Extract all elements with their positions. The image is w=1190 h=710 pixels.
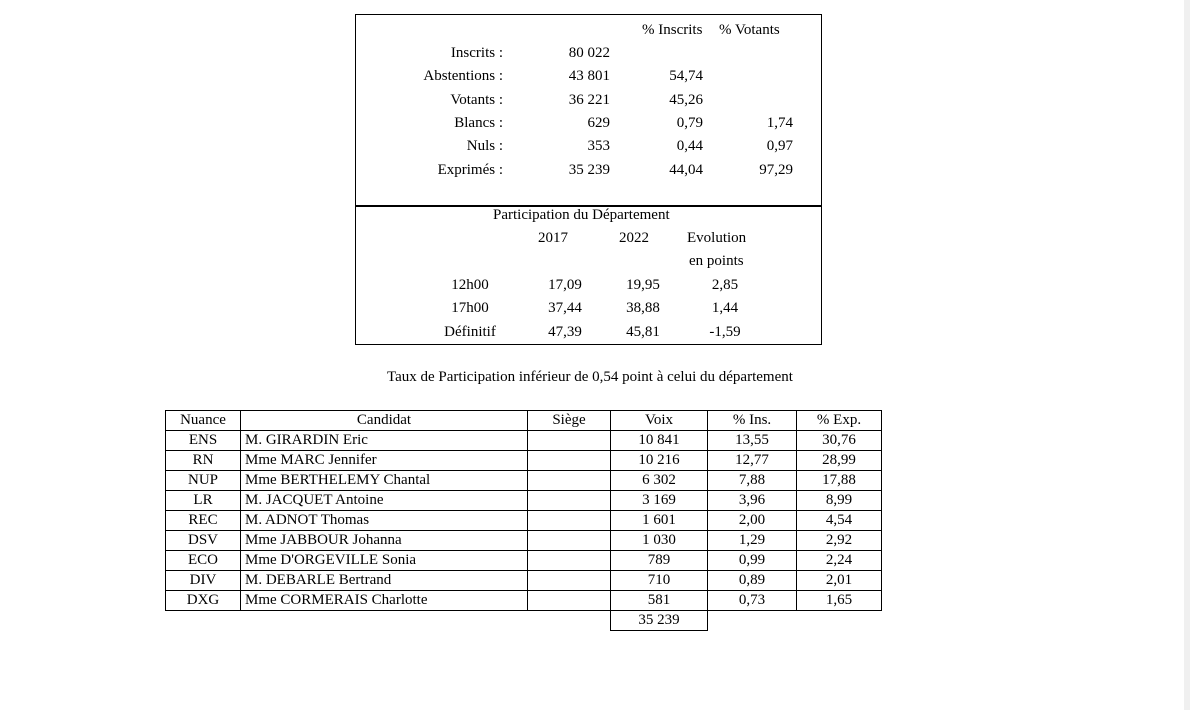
year-2017: 2017 xyxy=(538,230,568,246)
cell-voix: 581 xyxy=(611,591,708,611)
cell-siege xyxy=(528,551,611,571)
candidate-row xyxy=(166,511,882,531)
participation-time: 17h00 xyxy=(451,300,489,317)
cell-pct-ins: 7,88 xyxy=(708,471,797,491)
summary-value: 629 xyxy=(587,114,610,131)
cell-pct-exp: 28,99 xyxy=(797,451,882,471)
header-ins: % Ins. xyxy=(708,411,797,431)
header-nuance: Nuance xyxy=(166,411,241,431)
cell-pct-exp: 2,01 xyxy=(797,571,882,591)
cell-candidat: M. ADNOT Thomas xyxy=(241,511,528,531)
cell-voix: 3 169 xyxy=(611,491,708,511)
candidates-header-row xyxy=(166,411,882,431)
header-pct-inscrits: % Inscrits xyxy=(642,22,703,38)
candidate-row xyxy=(166,551,882,571)
cell-pct-ins: 2,00 xyxy=(708,511,797,531)
candidate-row xyxy=(166,431,882,451)
header-pct-votants: % Votants xyxy=(719,22,780,38)
summary-pct-inscrits: 0,44 xyxy=(676,138,703,155)
cell-siege xyxy=(528,451,611,471)
summary-label: Blancs : xyxy=(454,114,503,131)
cell-pct-exp: 30,76 xyxy=(797,431,882,451)
evolution-label: Evolution xyxy=(687,230,747,246)
cell-candidat: Mme D'ORGEVILLE Sonia xyxy=(241,551,528,571)
cell-pct-ins: 0,99 xyxy=(708,551,797,571)
candidate-row xyxy=(166,591,882,611)
cell-pct-ins: 1,29 xyxy=(708,531,797,551)
cell-pct-exp: 1,65 xyxy=(797,591,882,611)
evolution-label-2: en points xyxy=(689,253,744,269)
cell-candidat: Mme CORMERAIS Charlotte xyxy=(241,591,528,611)
participation-2022: 19,95 xyxy=(626,277,660,293)
cell-siege xyxy=(528,511,611,531)
cell-nuance: DIV xyxy=(166,571,241,591)
cell-nuance: NUP xyxy=(166,471,241,491)
candidate-row xyxy=(166,531,882,551)
summary-label: Votants : xyxy=(450,91,503,108)
participation-2017: 17,09 xyxy=(548,277,582,293)
cell-nuance: RN xyxy=(166,451,241,471)
cell-candidat: Mme MARC Jennifer xyxy=(241,451,528,471)
participation-evolution: 1,44 xyxy=(711,300,739,317)
cell-candidat: Mme BERTHELEMY Chantal xyxy=(241,471,528,491)
scrollbar[interactable] xyxy=(1184,0,1190,710)
header-candidat: Candidat xyxy=(241,411,528,431)
cell-nuance: DXG xyxy=(166,591,241,611)
participation-2017: 47,39 xyxy=(548,323,582,340)
summary-pct-inscrits: 0,79 xyxy=(676,114,703,131)
participation-time: Définitif xyxy=(444,323,496,340)
cell-nuance: REC xyxy=(166,511,241,531)
summary-value: 43 801 xyxy=(568,68,610,85)
cell-nuance: DSV xyxy=(166,531,241,551)
cell-candidat: Mme JABBOUR Johanna xyxy=(241,531,528,551)
cell-pct-ins: 0,73 xyxy=(708,591,797,611)
year-2022: 2022 xyxy=(619,230,649,246)
cell-nuance: ECO xyxy=(166,551,241,571)
participation-2017: 37,44 xyxy=(548,300,582,317)
summary-value: 36 221 xyxy=(568,91,610,108)
candidate-row xyxy=(166,491,882,511)
summary-pct-inscrits: 44,04 xyxy=(669,161,703,178)
cell-nuance: LR xyxy=(166,491,241,511)
summary-label: Exprimés : xyxy=(437,161,503,178)
summary-pct-votants: 0,97 xyxy=(766,138,793,155)
cell-voix: 10 216 xyxy=(611,451,708,471)
cell-pct-ins: 0,89 xyxy=(708,571,797,591)
cell-nuance: ENS xyxy=(166,431,241,451)
summary-label: Nuls : xyxy=(466,138,503,155)
header-siege: Siège xyxy=(528,411,611,431)
summary-pct-votants: 1,74 xyxy=(766,114,793,131)
cell-pct-ins: 12,77 xyxy=(708,451,797,471)
participation-2022: 45,81 xyxy=(626,323,660,340)
candidate-row xyxy=(166,451,882,471)
participation-evolution: 2,85 xyxy=(711,277,739,293)
summary-label: Abstentions : xyxy=(423,68,503,85)
cell-siege xyxy=(528,431,611,451)
summary-pct-inscrits: 54,74 xyxy=(669,68,703,85)
header-voix: Voix xyxy=(611,411,708,431)
summary-value: 353 xyxy=(587,138,610,155)
cell-siege xyxy=(528,591,611,611)
summary-pct-votants: 97,29 xyxy=(759,161,793,178)
cell-pct-exp: 8,99 xyxy=(797,491,882,511)
cell-pct-ins: 13,55 xyxy=(708,431,797,451)
cell-siege xyxy=(528,571,611,591)
cell-candidat: M. DEBARLE Bertrand xyxy=(241,571,528,591)
summary-pct-inscrits: 45,26 xyxy=(669,91,703,108)
cell-siege xyxy=(528,471,611,491)
cell-voix: 1 030 xyxy=(611,531,708,551)
cell-pct-exp: 2,92 xyxy=(797,531,882,551)
cell-voix: 1 601 xyxy=(611,511,708,531)
candidates-table xyxy=(165,410,882,631)
cell-pct-exp: 4,54 xyxy=(797,511,882,531)
participation-title: Participation du Département xyxy=(493,207,670,223)
cell-pct-exp: 2,24 xyxy=(797,551,882,571)
cell-voix: 710 xyxy=(611,571,708,591)
summary-label: Inscrits : xyxy=(450,45,503,61)
summary-value: 35 239 xyxy=(568,161,610,178)
cell-voix: 789 xyxy=(611,551,708,571)
cell-siege xyxy=(528,491,611,511)
cell-candidat: M. GIRARDIN Eric xyxy=(241,431,528,451)
header-exp: % Exp. xyxy=(797,411,882,431)
participation-2022: 38,88 xyxy=(626,300,660,317)
total-voix: 35 239 xyxy=(611,611,708,631)
total-row xyxy=(166,611,882,631)
cell-pct-ins: 3,96 xyxy=(708,491,797,511)
cell-pct-exp: 17,88 xyxy=(797,471,882,491)
cell-voix: 10 841 xyxy=(611,431,708,451)
cell-siege xyxy=(528,531,611,551)
participation-time: 12h00 xyxy=(451,277,489,293)
cell-voix: 6 302 xyxy=(611,471,708,491)
participation-evolution: -1,59 xyxy=(709,323,741,340)
cell-candidat: M. JACQUET Antoine xyxy=(241,491,528,511)
candidate-row xyxy=(166,471,882,491)
summary-value: 80 022 xyxy=(568,45,610,61)
candidate-row xyxy=(166,571,882,591)
taux-participation-text: Taux de Participation inférieur de 0,54 point à celui du département xyxy=(387,369,793,385)
